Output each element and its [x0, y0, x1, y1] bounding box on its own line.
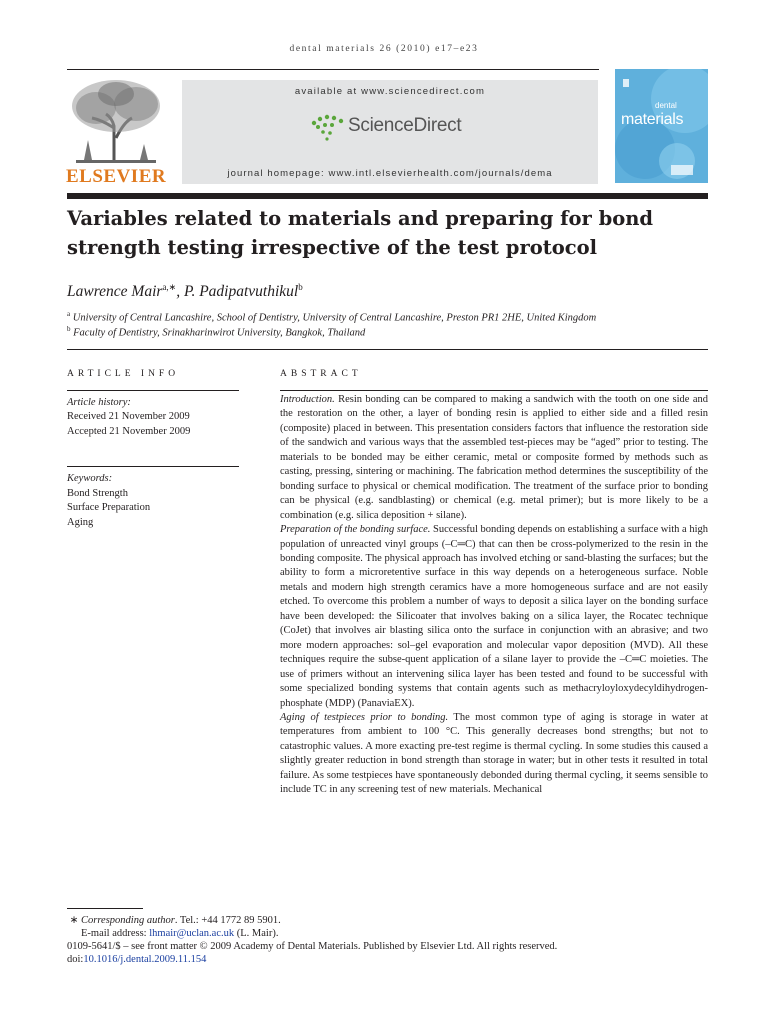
- elsevier-wordmark: ELSEVIER: [66, 166, 167, 187]
- email-suffix: (L. Mair).: [234, 928, 279, 939]
- section-divider: [67, 349, 708, 350]
- keyword-item: Bond Strength: [67, 488, 128, 499]
- keywords-rule: [67, 466, 239, 467]
- paragraph-text: Successful bonding depends on establishing a surface with a high population of unreacted vinyl groups (–C═C) that can then be cross-polymerized to the resin in the bonding composite. The physical approach has involved etching or sand-blasting the surfaces; but the ability to form a microretentive surface in this way depends on a heterogeneous surface. Noble metals and modern high strength ceramics have a more homogeneous surface and are not easily etched. To overcome this problem a number of ways to deposit a silica layer on the bonding surface have been developed: the Silicoater that involves baking on a silica layer, the Rocatec technique (CoJet) that involves air blasting silica onto the surface in conjunction with an abrasive; and two more modern approaches: sol–gel evaporation and molecular vapor deposition (MVD). All these techniques require the subse-quent application of a silane layer to provide the –C═C moieties. The use of primers without an intervening silica layer has been tested and found to be successful with some specialized bonding systems that contain agents such as methacryloyloxydecyldihydrogen-phosphate (MDP) (PanaviaEX).: [280, 524, 708, 709]
- sciencedirect-logo[interactable]: [310, 113, 480, 143]
- keywords-label: Keywords:: [67, 473, 113, 484]
- abstract-paragraph: [280, 393, 708, 523]
- keyword-item: Aging: [67, 517, 94, 528]
- author-affil-mark[interactable]: b: [298, 282, 303, 292]
- footnote-rule: [67, 908, 143, 909]
- paragraph-text: The most common type of aging is storage in water at temperatures from ambient to 100 °C. This generally decreases bond strengths; but not to catastrophic values. A more exacting pre-test regime is thermal cycling. In some studies this caused a slightly greater reduction in bond strength than storage in water; but in other tests it resulted in total failure. As some testpieces have spontaneously debonded during thermal cycling, it seems sensible to include TC in any screening test of new materials. Mechanical: [280, 711, 708, 796]
- journal-homepage-line[interactable]: journal homepage: www.intl.elsevierhealth.com/journals/dema: [227, 168, 553, 179]
- footnotes: [67, 914, 557, 966]
- accepted-date: Accepted 21 November 2009: [67, 426, 191, 437]
- author-name[interactable]: Lawrence Mair: [67, 283, 163, 301]
- journal-cover: [615, 69, 708, 183]
- paragraph-text: Resin bonding can be compared to making a sandwich with the tooth on one side and the restoration on the other, a layer of bonding resin is applied to either side and a filled resin (composite) placed in between. This presentation considers factors that influence the restoration side of the sandwich and various ways that the assembled test-pieces may be “aged” prior to testing. The materials to be bonded may be either ceramic, metal or composite formed by methods such as casting, pressing, sintering or machining. The fabrication method determines the susceptibility of the bonding surface to physical or chemical modification. The treatment of the surface prior to bonding can be physical (e.g. sandblasting) or chemical (e.g. metal primer); but is more likely to be a combination (e.g. silica deposition + silane).: [280, 394, 708, 521]
- paragraph-lead: Aging of testpieces prior to bonding.: [280, 711, 449, 723]
- copyright-line: 0109-5641/$ – see front matter © 2009 Academy of Dental Materials. Published by Elsevier Ltd. All rights reserved.: [67, 941, 558, 952]
- corresponding-tel: . Tel.: +44 1772 89 5901.: [174, 915, 281, 926]
- abstract-body: [280, 393, 708, 798]
- footnote-mark: ∗: [69, 915, 79, 926]
- affiliation-a: [67, 310, 596, 324]
- paragraph-lead: Preparation of the bonding surface.: [280, 524, 431, 536]
- article-title: Variables related to materials and preparing for bond strength testing irrespective of the test protocol: [67, 207, 654, 259]
- header-top-rule: [67, 69, 599, 70]
- author-list: [67, 282, 303, 301]
- abstract-paragraph: [280, 523, 708, 711]
- abstract-rule: [280, 390, 708, 391]
- received-date: Received 21 November 2009: [67, 411, 190, 422]
- article-info-rule: [67, 390, 239, 391]
- keyword-item: Surface Preparation: [67, 502, 151, 513]
- abstract-heading: ABSTRACT: [280, 369, 362, 379]
- affiliation-text: University of Central Lancashire, School of Dentistry, University of Central Lancashire, Preston PR1 2HE, United Kingdom: [72, 312, 597, 324]
- email-link[interactable]: lhmair@uclan.ac.uk: [149, 928, 235, 939]
- article-history-label: Article history:: [67, 397, 131, 408]
- affiliation-b: [67, 325, 365, 339]
- doi-label: doi:: [67, 954, 84, 965]
- author-affil-mark[interactable]: a,∗: [162, 282, 177, 292]
- elsevier-tree-icon: [66, 78, 166, 164]
- author-name[interactable]: P. Padipatvuthikul: [183, 283, 299, 301]
- affiliation-text: Faculty of Dentistry, Srinakharinwirot University, Bangkok, Thailand: [73, 327, 366, 339]
- abstract-paragraph: [280, 711, 708, 798]
- email-label: E-mail address:: [81, 928, 150, 939]
- elsevier-logo: [66, 78, 166, 186]
- affiliation-mark: a: [67, 310, 71, 318]
- author-separator: ,: [176, 283, 184, 301]
- header-thick-rule: [67, 193, 708, 199]
- running-head: dental materials 26 (2010) e17–e23: [289, 44, 479, 54]
- sciencedirect-wordmark: ScienceDirect: [348, 115, 462, 136]
- cover-small-title: dental: [655, 101, 677, 110]
- article-info-heading: ARTICLE INFO: [67, 369, 180, 379]
- doi-line: [67, 953, 557, 966]
- available-at-line[interactable]: available at www.sciencedirect.com: [294, 86, 486, 97]
- cover-title: materials: [621, 111, 684, 128]
- doi-link[interactable]: 10.1016/j.dental.2009.11.154: [83, 954, 207, 965]
- affiliation-mark: b: [67, 325, 71, 333]
- sciencedirect-dots-icon: [310, 113, 346, 143]
- paragraph-lead: Introduction.: [280, 394, 335, 405]
- corresponding-label: Corresponding author: [81, 915, 175, 926]
- email-note: [67, 927, 557, 940]
- corresponding-author-note: [67, 914, 557, 927]
